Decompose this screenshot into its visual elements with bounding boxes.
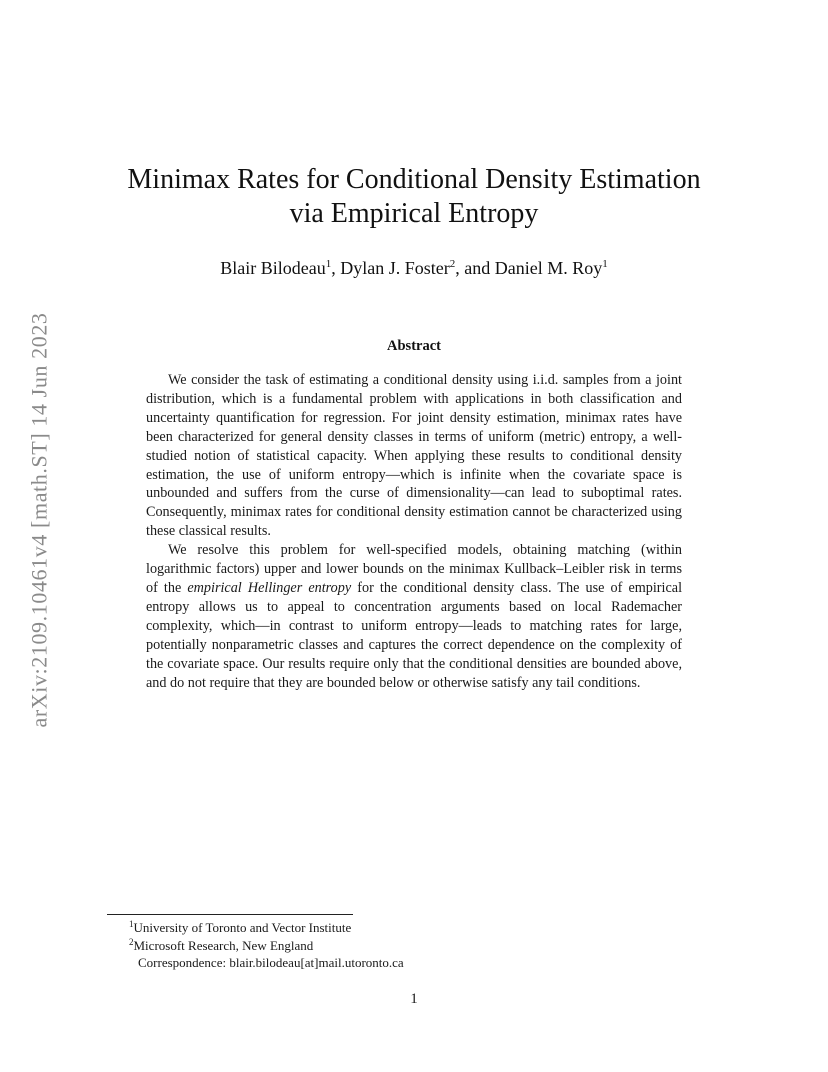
author-separator: , <box>331 258 341 278</box>
footnote-text: Microsoft Research, New England <box>133 937 314 953</box>
affiliation-mark: 1 <box>325 258 332 270</box>
footnote-mark: 2 <box>129 936 134 947</box>
footnote-mark: 1 <box>129 919 134 929</box>
emphasized-term: empirical Hellinger entropy <box>187 579 352 596</box>
author-list <box>100 258 728 279</box>
footnotes <box>129 919 549 972</box>
footnote-divider <box>107 914 353 915</box>
page-number: 1 <box>410 991 418 1007</box>
abstract-body <box>146 371 682 692</box>
author-name: Dylan J. Foster <box>340 258 450 278</box>
abstract-text: for the conditional density class. The use of empirical entropy allows us to appeal to concentration arguments based on local Rademacher complexity, which—in contrast to uniform entropy—leads to matching rates for large, potentially nonparametric classes and captures the correct dependence on the complexity of the covariate space. Our results require only that the conditional densities are bounded above, and do not require that they are bounded below or otherwise satisfy any tail conditions. <box>146 579 683 691</box>
arxiv-identifier-text: arXiv:2109.10461v4 [math.ST] 14 Jun 2023 <box>27 312 52 728</box>
abstract-text: We resolve this problem for well-specified models, obtaining matching (within logarithmic factors) upper and lower bounds on the minimax Kullback–Leibler risk in terms of the <box>146 542 682 596</box>
correspondence-note: Correspondence: blair.bilodeau[at]mail.utoronto.ca <box>138 955 404 970</box>
footnote-2 <box>129 937 549 955</box>
arxiv-identifier <box>20 260 60 780</box>
affiliation-mark: 1 <box>602 258 608 270</box>
footnote-1 <box>129 919 549 937</box>
author-name: Daniel M. Roy <box>494 258 603 278</box>
title-line-1: Minimax Rates for Conditional Density Estimation <box>127 164 701 195</box>
abstract-paragraph-2 <box>146 541 682 692</box>
abstract-paragraph-1: We consider the task of estimating a conditional density using i.i.d. samples from a joint distribution, which is a fundamental problem with applications in both classification and uncertainty quantification for regression. For joint density estimation, minimax rates have been characterized for general density classes in terms of uniform (metric) entropy, a well-studied notion of statistical capacity. When applying these results to conditional density estimation, the use of uniform entropy—which is infinite when the covariate space is unbounded and suffers from the curse of dimensionality—can lead to suboptimal rates. Consequently, minimax rates for conditional density estimation cannot be characterized using these classical results. <box>146 372 682 540</box>
author-separator: , and <box>455 258 495 278</box>
author-name: Blair Bilodeau <box>220 258 326 278</box>
paper-title <box>100 163 728 231</box>
footnote-text: University of Toronto and Vector Institute <box>133 920 352 935</box>
title-line-2: via Empirical Entropy <box>289 198 539 229</box>
abstract-heading: Abstract <box>387 338 441 354</box>
affiliation-mark: 2 <box>449 258 456 270</box>
